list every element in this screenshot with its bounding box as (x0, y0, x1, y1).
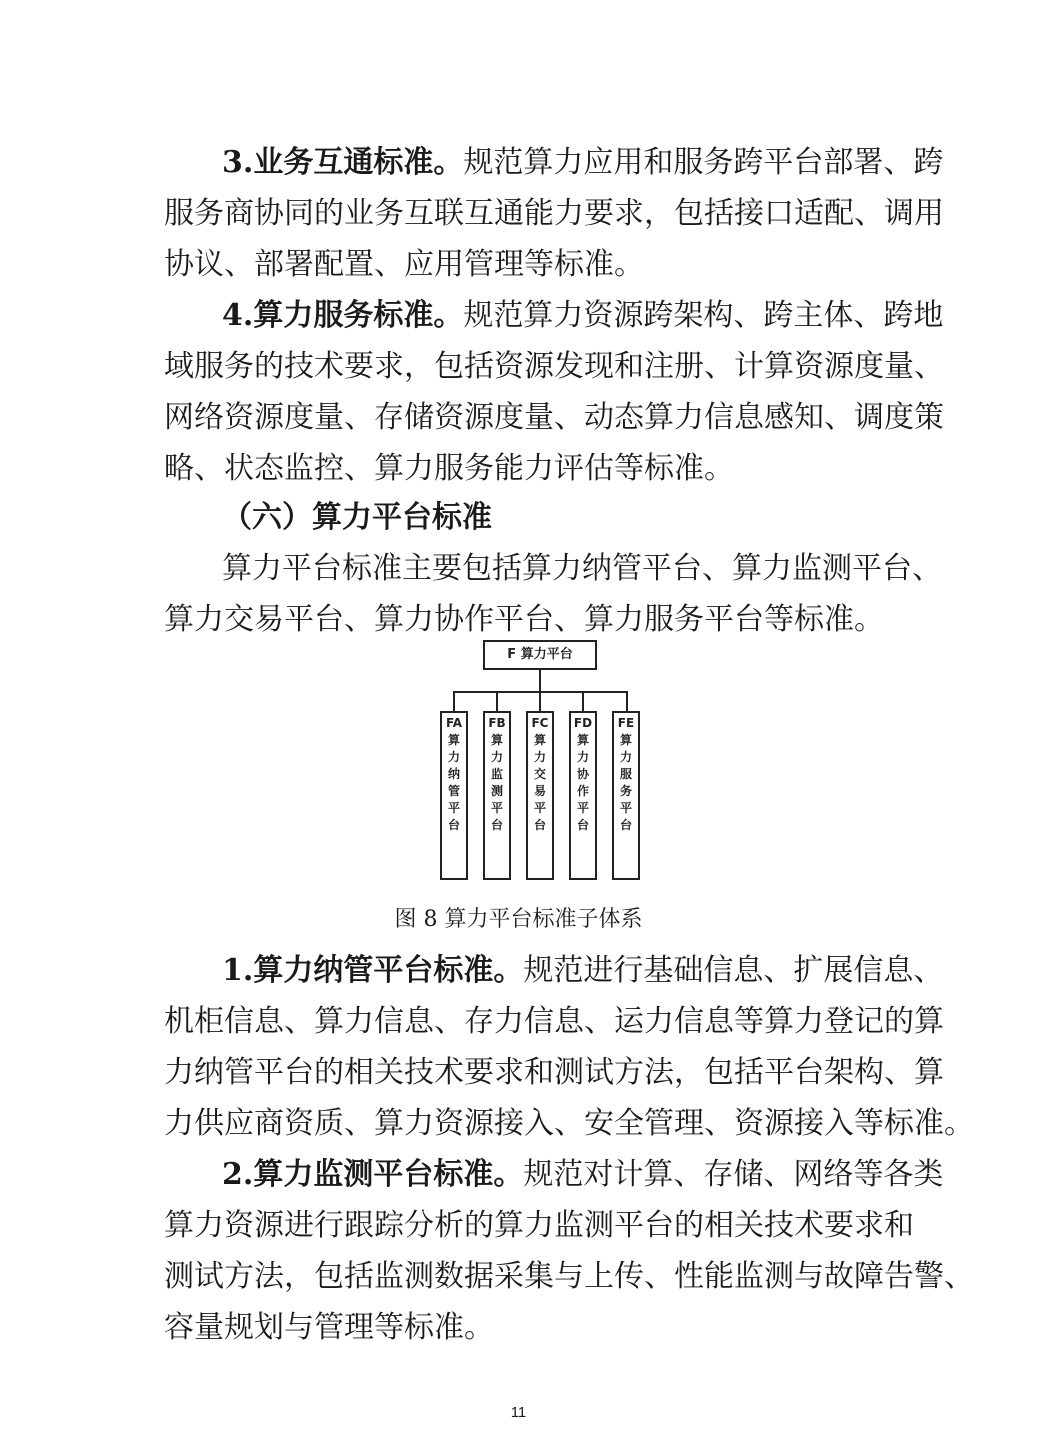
node-label: 算力监测平台 (490, 733, 503, 832)
text-span: 规范算力资源跨架构、跨主体、跨地 (463, 298, 944, 333)
paragraph-management-platform-line-1 (222, 951, 944, 991)
paragraph-monitoring-platform-line-2: 算力资源进行跟踪分析的算力监测平台的相关技术要求和 (164, 1208, 914, 1243)
paragraph-platform-line-2: 算力交易平台、算力协作平台、算力服务平台等标准。 (164, 602, 884, 637)
paragraph-management-platform-line-4: 力供应商资质、算力资源接入、安全管理、资源接入等标准。 (164, 1106, 974, 1141)
node-code: FE (617, 716, 635, 730)
connector-fd (582, 691, 584, 712)
paragraph-monitoring-platform-line-1 (222, 1155, 944, 1195)
paragraph-business-interop-line-2: 服务商协同的业务互联互通能力要求，包括接口适配、调用 (164, 196, 944, 231)
paragraph-monitoring-platform-line-4: 容量规划与管理等标准。 (164, 1310, 494, 1345)
node-code: FA (445, 716, 463, 730)
node-code: FD (573, 716, 593, 730)
diagram-node-fa (440, 711, 468, 880)
paragraph-business-interop-line-1 (222, 143, 944, 183)
node-label: 算力协作平台 (576, 733, 589, 832)
connector-vertical-root (539, 670, 541, 692)
diagram-node-fd (569, 711, 597, 880)
heading-management-platform: 1.算力纳管平台标准。 (222, 953, 524, 988)
connector-fe (626, 691, 628, 712)
paragraph-platform-line-1: 算力平台标准主要包括算力纳管平台、算力监测平台、 (222, 551, 942, 586)
heading-business-interop: 3.业务互通标准。 (222, 145, 464, 180)
diagram-node-fb (483, 711, 511, 880)
paragraph-business-interop-line-3: 协议、部署配置、应用管理等标准。 (164, 247, 644, 282)
text-span: 规范进行基础信息、扩展信息、 (523, 953, 944, 988)
paragraph-compute-service-line-1 (222, 296, 944, 336)
paragraph-management-platform-line-3: 力纳管平台的相关技术要求和测试方法，包括平台架构、算 (164, 1055, 944, 1090)
diagram-node-fe (612, 711, 640, 880)
text-span: 规范算力应用和服务跨平台部署、跨 (463, 145, 944, 180)
node-code: FC (531, 716, 549, 730)
diagram-root-node: F 算力平台 (483, 640, 597, 670)
paragraph-compute-service-line-4: 略、状态监控、算力服务能力评估等标准。 (164, 451, 734, 486)
paragraph-compute-service-line-3: 网络资源度量、存储资源度量、动态算力信息感知、调度策 (164, 400, 944, 435)
paragraph-monitoring-platform-line-3: 测试方法，包括监测数据采集与上传、性能监测与故障告警、 (164, 1259, 974, 1294)
heading-monitoring-platform: 2.算力监测平台标准。 (222, 1157, 524, 1192)
paragraph-compute-service-line-2: 域服务的技术要求，包括资源发现和注册、计算资源度量、 (164, 349, 944, 384)
paragraph-management-platform-line-2: 机柜信息、算力信息、存力信息、运力信息等算力登记的算 (164, 1004, 944, 1039)
node-label: 算力交易平台 (533, 733, 546, 832)
connector-fa (453, 691, 455, 712)
heading-compute-service: 4.算力服务标准。 (222, 298, 464, 333)
figure-caption: 图 8 算力平台标准子体系 (394, 907, 643, 932)
section-heading-platform: （六）算力平台标准 (222, 500, 492, 535)
connector-fb (496, 691, 498, 712)
diagram-node-fc (526, 711, 554, 880)
text-span: 规范对计算、存储、网络等各类 (523, 1157, 944, 1192)
node-label: 算力服务平台 (619, 733, 632, 832)
node-code: FB (488, 716, 506, 730)
connector-fc (539, 691, 541, 712)
page-number: 11 (510, 1404, 527, 1421)
node-label: 算力纳管平台 (447, 733, 460, 832)
